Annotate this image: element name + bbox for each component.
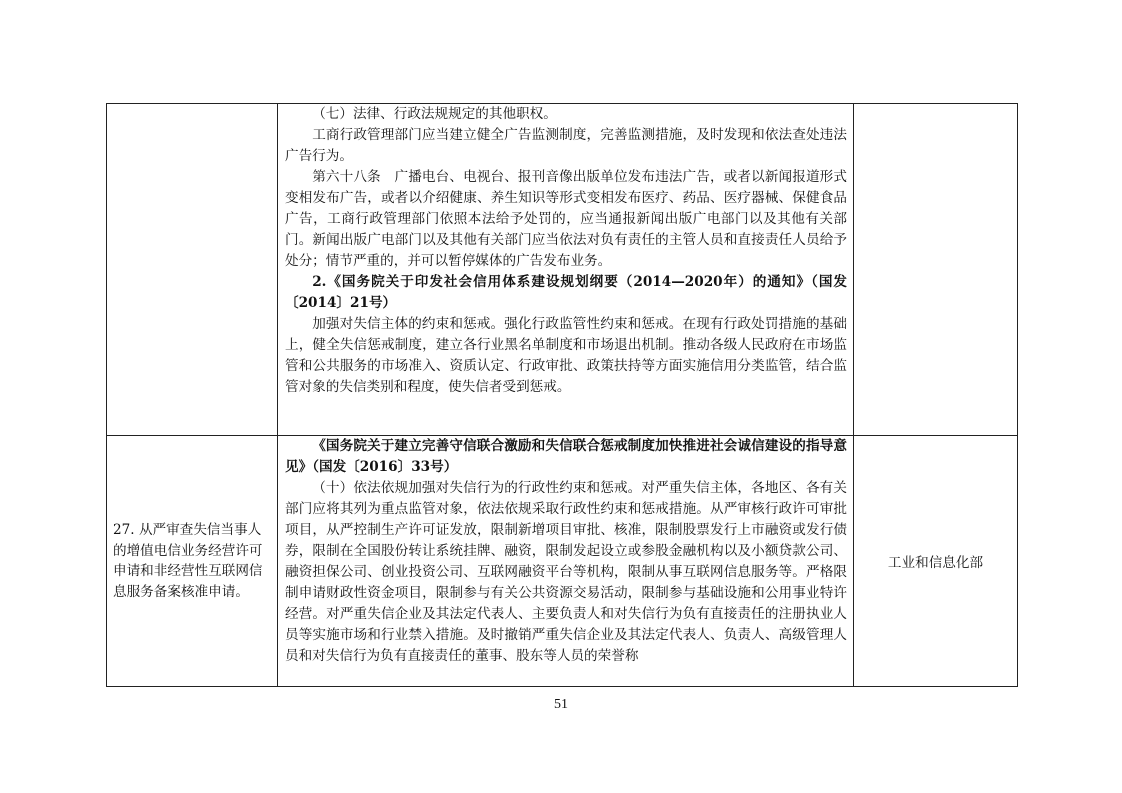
table-row — [107, 104, 1018, 436]
measure-text: 27. 从严审查失信当事人的增值电信业务经营许可申请和非经营性互联网信息服务备案核准申请。 — [113, 522, 263, 600]
document-title: 《国务院关于建立完善守信联合激励和失信联合惩戒制度加快推进社会诚信建设的指导意见》（国发〔2016〕33号） — [285, 438, 847, 475]
department-cell — [854, 104, 1018, 436]
paragraph: 第六十八条 广播电台、电视台、报刊音像出版单位发布违法广告，或者以新闻报道形式变相发布广告，或者以介绍健康、养生知识等形式变相发布医疗、药品、医疗器械、保健食品广告，工商行政管理部门依照本法给予处罚的，应当通报新闻出版广电部门以及其他有关部门。新闻出版广电部门以及其他有关部门应当依法对负有责任的主管人员和直接责任人员给予处分；情节严重的，并可以暂停媒体的广告发布业务。 — [285, 169, 847, 269]
measure-cell — [107, 436, 278, 687]
department-cell — [854, 436, 1018, 687]
page-number: 51 — [554, 697, 568, 712]
basis-content — [278, 104, 853, 398]
paragraph: （十）依法依规加强对失信行为的行政性约束和惩戒。对严重失信主体，各地区、各有关部门应将其列为重点监管对象，依法依规采取行政性约束和惩戒措施。从严审核行政许可审批项目，从严控制生产许可证发放，限制新增项目审批、核准，限制股票发行上市融资或发行债券，限制在全国股份转让系统挂牌、融资，限制发起设立或参股金融机构以及小额贷款公司、融资担保公司、创业投资公司、互联网融资平台等机构，限制从事互联网信息服务等。严格限制申请财政性资金项目，限制参与有关公共资源交易活动，限制参与基础设施和公用事业特许经营。对严重失信企业及其法定代表人、主要负责人和对失信行为负有直接责任的注册执业人员等实施市场和行业禁入措施。及时撤销严重失信企业及其法定代表人、负责人、高级管理人员和对失信行为负有直接责任的董事、股东等人员的荣誉称 — [285, 480, 847, 664]
basis-cell — [278, 436, 854, 687]
basis-cell — [278, 104, 854, 436]
paragraph: 工商行政管理部门应当建立健全广告监测制度，完善监测措施，及时发现和依法查处违法广告行为。 — [285, 127, 847, 164]
department-text: 工业和信息化部 — [887, 555, 984, 571]
paragraph: 加强对失信主体的约束和惩戒。强化行政监管性约束和惩戒。在现有行政处罚措施的基础上，健全失信惩戒制度，建立各行业黑名单制度和市场退出机制。推动各级人民政府在市场监管和公共服务的市场准入、资质认定、行政审批、政策扶持等方面实施信用分类监管，结合监管对象的失信类别和程度，使失信者受到惩戒。 — [285, 316, 847, 395]
paragraph: （七）法律、行政法规规定的其他职权。 — [312, 106, 557, 122]
measure-cell — [107, 104, 278, 436]
basis-content — [278, 436, 853, 667]
document-table — [106, 103, 1018, 687]
document-title: 2.《国务院关于印发社会信用体系建设规划纲要（2014—2020年）的通知》（国发〔2014〕21号） — [285, 274, 847, 311]
table-row — [107, 436, 1018, 687]
